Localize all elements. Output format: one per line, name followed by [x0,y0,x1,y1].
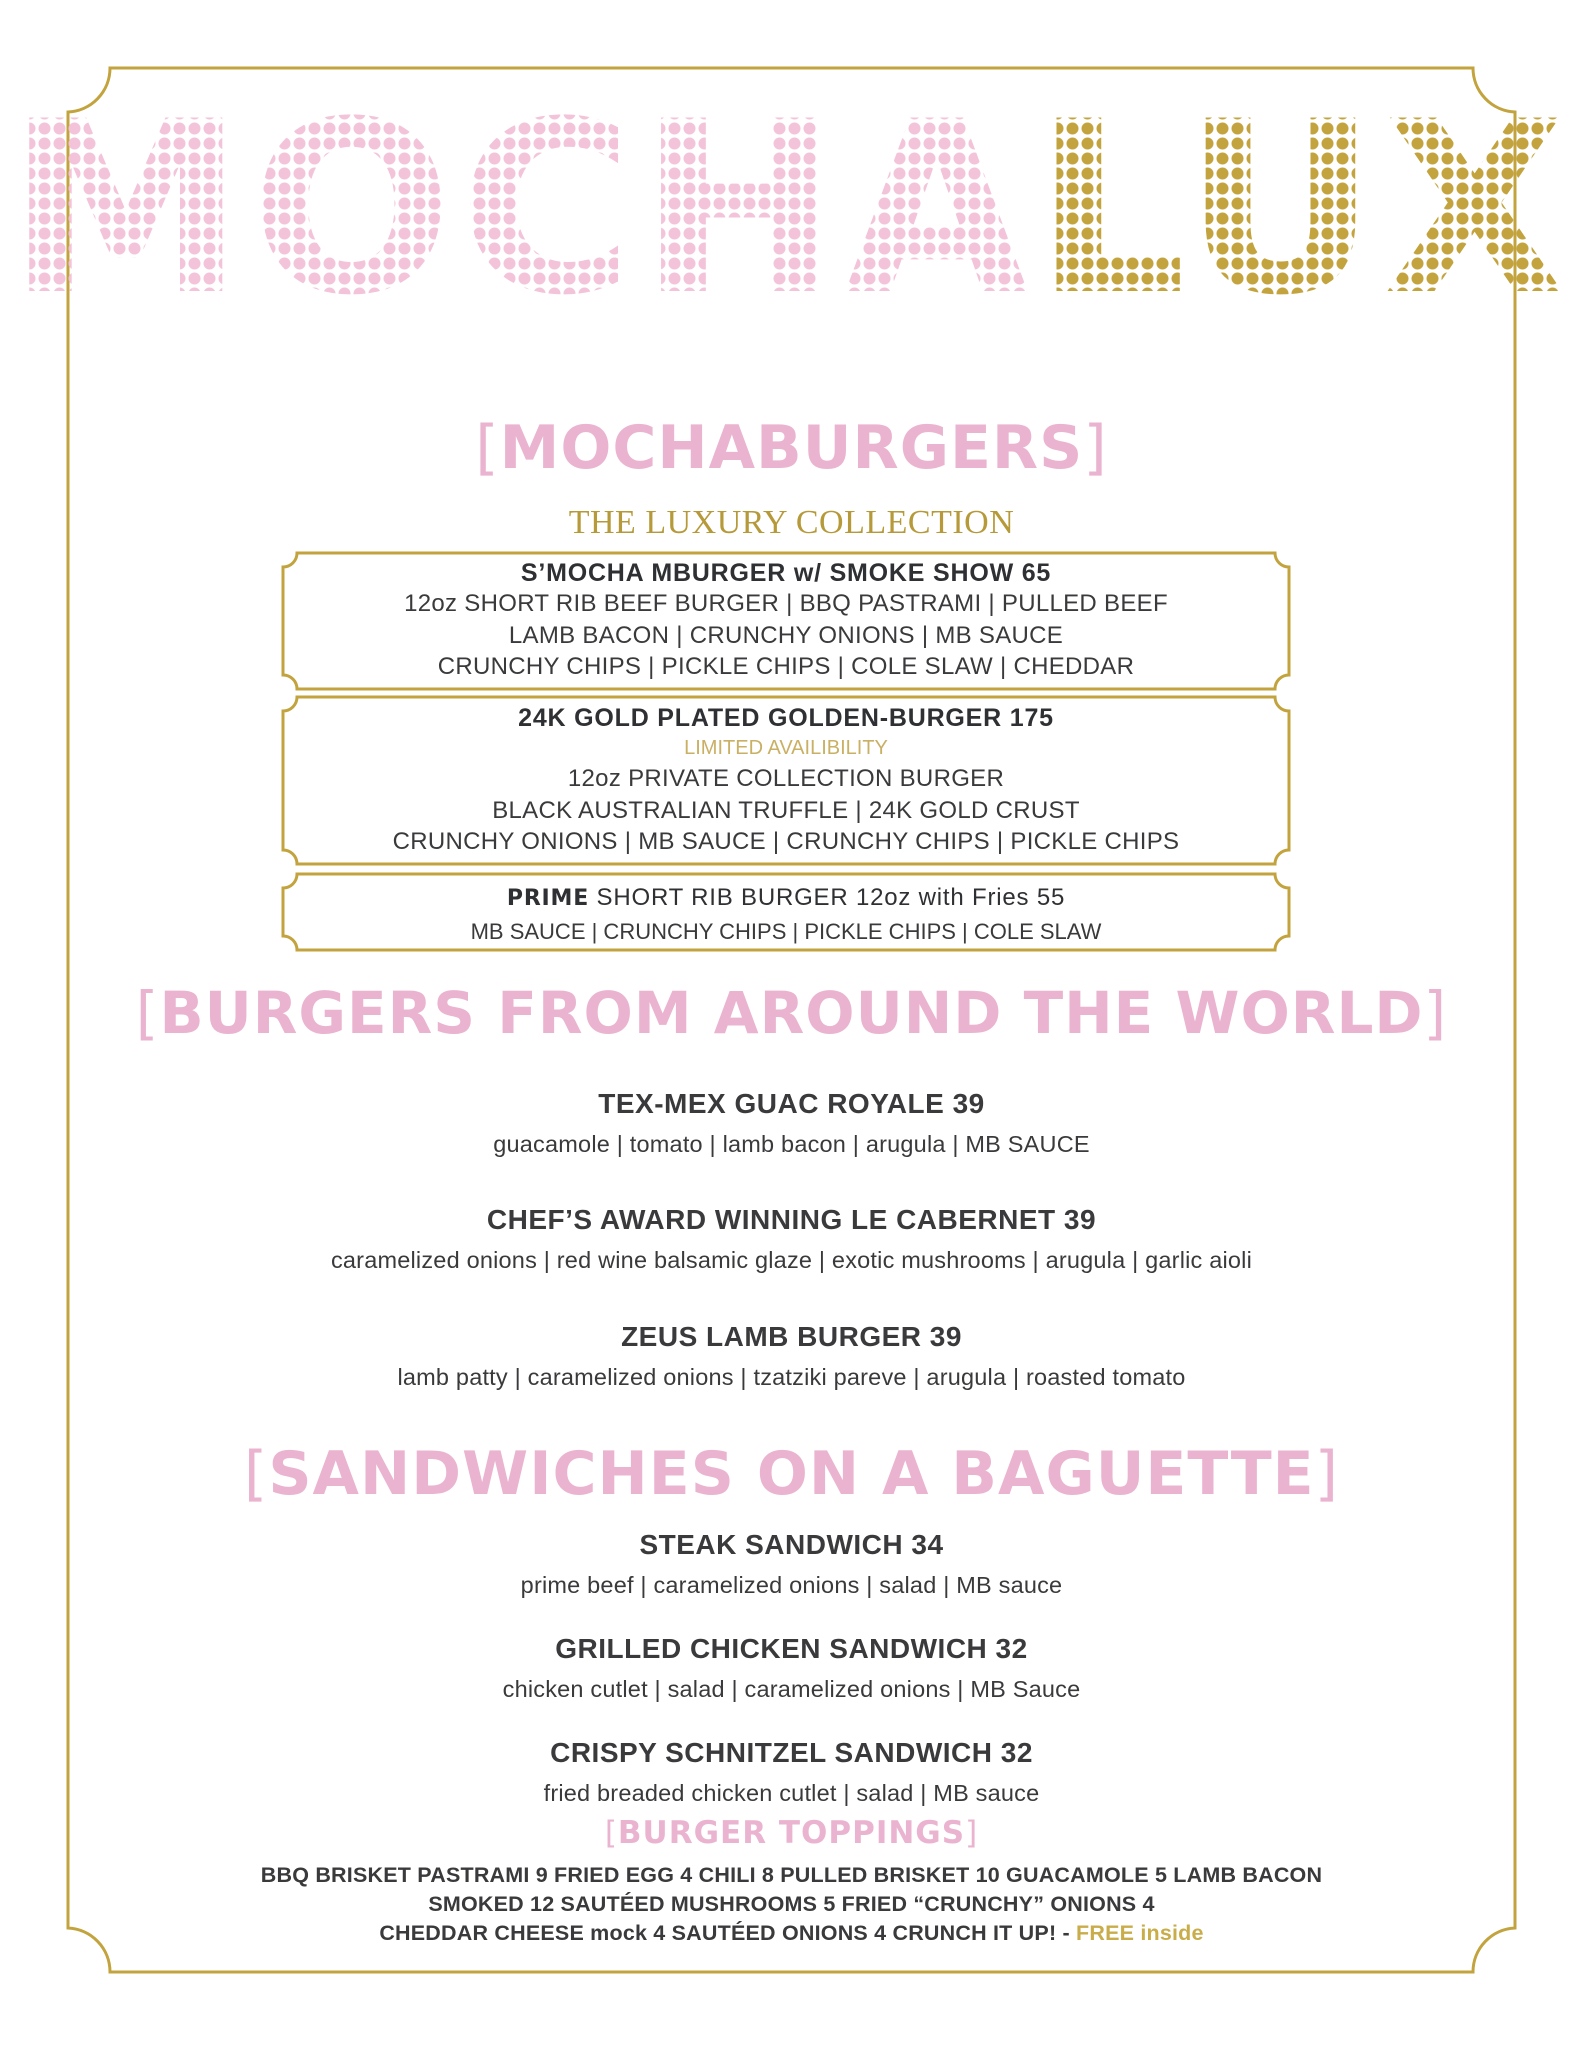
menu-item-zeus-lamb [0,1317,1583,1397]
item-line: CRUNCHY ONIONS | MB SAUCE | CRUNCHY CHIPS | PICKLE CHIPS [392,828,1180,855]
toppings-line: BBQ BRISKET PASTRAMI 9 FRIED EGG 4 CHILI 8 PULLED BRISKET 10 GUACAMOLE 5 LAMB BACON [260,1863,1323,1887]
item-description: chicken cutlet | salad | caramelized onions | MB Sauce [502,1676,1081,1702]
item-line: CRUNCHY CHIPS | PICKLE CHIPS | COLE SLAW | CHEDDAR [437,653,1135,680]
item-name: CHEF’S AWARD WINNING LE CABERNET 39 [486,1204,1097,1235]
toppings-line: SMOKED 12 SAUTÉED MUSHROOMS 5 FRIED “CRUNCHY” ONIONS 4 [428,1892,1155,1916]
section-title-mochaburgers: [MOCHABURGERS] [475,413,1108,483]
menu-item-le-cabernet [0,1200,1583,1280]
menu-item-smocha-mburger [279,558,1293,683]
item-name: GRILLED CHICKEN SANDWICH 32 [555,1633,1028,1664]
item-description: caramelized onions | red wine balsamic glaze | exotic mushrooms | arugula | garlic aioli [330,1247,1253,1273]
toppings-list [120,1861,1463,1948]
menu-item-steak-sandwich [0,1525,1583,1605]
item-description: prime beef | caramelized onions | salad | MB sauce [520,1572,1063,1598]
item-name: CRISPY SCHNITZEL SANDWICH 32 [550,1737,1033,1768]
toppings-line [120,1919,1463,1948]
logo-mocha-text: MOCHA [7,71,1035,348]
item-name [279,880,1293,917]
free-inside-label: FREE inside [1076,1921,1204,1945]
item-description: guacamole | tomato | lamb bacon | arugula | MB SAUCE [493,1131,1090,1157]
section-title-toppings: [BURGER TOPPINGS] [604,1815,979,1851]
section-title-sandwiches: [SANDWICHES ON A BAGUETTE] [243,1439,1340,1509]
item-name: S’MOCHA MBURGER w/ SMOKE SHOW 65 [520,559,1052,587]
item-line: LAMB BACON | CRUNCHY ONIONS | MB SAUCE [508,621,1064,649]
item-description: fried breaded chicken cutlet | salad | MB sauce [543,1780,1040,1806]
mochalux-logo [7,71,1573,348]
section-title-burgers-world: [BURGERS FROM AROUND THE WORLD] [135,979,1448,1047]
item-line: 12oz SHORT RIB BEEF BURGER | BBQ PASTRAMI | PULLED BEEF [404,590,1168,617]
section-subtitle-luxury-collection: THE LUXURY COLLECTION [568,504,1015,541]
item-name: 24K GOLD PLATED GOLDEN-BURGER 175 [518,704,1054,732]
item-name-bold: PRIME [506,886,590,911]
availability-note: LIMITED AVAILIBILITY [684,737,888,759]
item-line: BLACK AUSTRALIAN TRUFFLE | 24K GOLD CRUST [492,796,1080,824]
logo-lux-text: LUX [1034,71,1573,348]
item-name: ZEUS LAMB BURGER 39 [621,1321,962,1352]
menu-item-grilled-chicken [0,1629,1583,1709]
menu-item-crispy-schnitzel [0,1733,1583,1813]
item-line: MB SAUCE | CRUNCHY CHIPS | PICKLE CHIPS | COLE SLAW [470,919,1102,944]
item-name: STEAK SANDWICH 34 [639,1529,944,1560]
menu-item-prime-short-rib [279,880,1293,947]
item-name: TEX-MEX GUAC ROYALE 39 [598,1088,985,1119]
menu-item-tex-mex [0,1084,1583,1164]
item-description: lamb patty | caramelized onions | tzatziki pareve | arugula | roasted tomato [397,1364,1186,1390]
toppings-line-text: CHEDDAR CHEESE mock 4 SAUTÉED ONIONS 4 CRUNCH IT UP! - [379,1921,1070,1945]
item-name-rest: SHORT RIB BURGER 12oz with Fries 55 [589,884,1066,911]
menu-item-golden-burger [279,703,1293,858]
item-line: 12oz PRIVATE COLLECTION BURGER [567,765,1005,792]
